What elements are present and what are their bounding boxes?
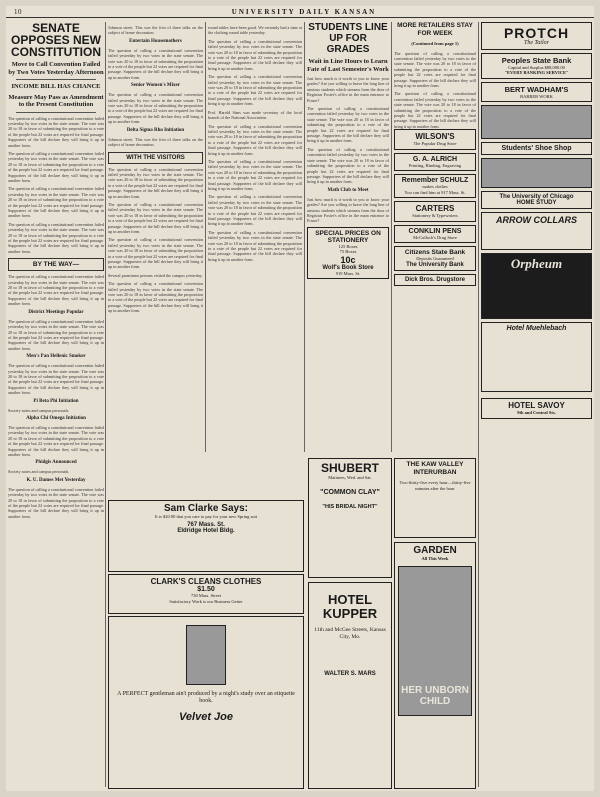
subhead: Alpha Chi Omega Initiation	[26, 415, 86, 421]
ad-text: 125 Boxes	[338, 243, 358, 249]
headline: SENATE OPPOSES NEW CONSTITUTION	[10, 22, 102, 59]
hotel-muehlebach-ad	[481, 322, 592, 392]
article-text: The question of calling a constitutional convention failed yesterday by two votes in the state senate. The vote was 20 to 18 in favor of submitting the proposition to a vote of the people but 22 votes are required for final passage. Supporters of the bill declare they will bring it up in another form.	[108, 47, 203, 80]
article-text: The question of calling a constitutional convention failed yesterday by two votes in the state senate. The vote was 20 to 18 in favor of submitting the proposition to a vote of the people but 22 votes are required for final passage. Supporters of the bill declare they will bring it up in another form.	[8, 363, 104, 396]
film-poster-image	[398, 566, 472, 716]
article-text: The question of calling a constitutional convention failed yesterday by two votes in the state senate. The vote was 20 to 18 in favor of submitting the proposition to a vote of the people but 22 votes are required for final passage. Supporters of the bill declare they will bring it up in another form.	[108, 237, 203, 270]
subhead: K. U. Dames Met Yesterday	[26, 477, 86, 483]
ad-title: HOTEL SAVOY	[508, 401, 565, 410]
article-text: Society notes and campus personals.	[8, 469, 70, 475]
velvet-joe-ad	[108, 616, 304, 789]
column-rule	[478, 22, 479, 787]
article-text: The question of calling a constitutional convention failed yesterday by two votes in the state senate. The vote was 20 to 18 in favor of submitting the proposition to a vote of the people but 22 votes are required for final passage. Supporters of the bill declare they will bring it up in another form.	[8, 318, 104, 351]
ad-title: Hotel Muehlebach	[506, 325, 567, 332]
arrow-collars-ad	[481, 212, 592, 250]
article-text: The question of calling a constitutional convention failed yesterday by two votes in the state senate. The vote was 20 to 18 in favor of submitting the proposition to a vote of the people but 22 votes are required for final passage. Supporters of the bill declare they will bring it up in another form.	[108, 92, 203, 125]
subhead: Pi Beta Phi Initiation	[33, 398, 79, 404]
article-text: Society notes and campus personals.	[8, 407, 70, 413]
article-text: The question of calling a constitutional convention failed yesterday by two votes in the state senate. The vote was 20 to 18 in favor of submitting the proposition to a vote of the people but 22 votes are required for final passage. Supporters of the bill declare they will bring it up in another form.	[108, 166, 203, 199]
subhead: INCOME BILL HAS CHANCE	[11, 83, 101, 90]
ad-title: G. A. ALRICH	[412, 155, 458, 163]
column-rule	[304, 22, 305, 452]
ad-title: SPECIAL PRICES ON STATIONERY	[315, 229, 381, 244]
article-text: The question of calling a constitutional convention failed yesterday by two votes in the state senate. The vote was 20 to 18 in favor of submitting the proposition to a vote of the people but 22 votes are required for final passage. Supporters of the bill declare they will bring it up in another form.	[208, 229, 302, 262]
schulz-ad	[394, 174, 476, 198]
page-number: 10	[14, 7, 22, 16]
ad-text: Matinees, Wed. and Sat.	[328, 475, 372, 480]
ad-text: 11th and McGee Streets, Kansas City, Mo.	[314, 627, 386, 640]
column-rule	[105, 22, 106, 787]
protch-ad	[481, 22, 592, 50]
carters-ad	[394, 201, 476, 222]
special-prices-ad-image	[481, 105, 592, 139]
article-text: round tables have been good. We certainly had a time at the clothing round table yesterday.	[208, 25, 302, 36]
ad-text: BARBER WORK	[520, 93, 553, 99]
article-text: Just how much is it worth to you to know your grades? Are you willing to brave the long line of anxious students which streams from the door of Registrar Foster's office in the main entrance to Fraser?	[307, 196, 389, 224]
subhead: Math Club to Meet	[327, 187, 369, 193]
ad-title: Students' Shoe Shop	[501, 145, 572, 152]
ad-text: McCulloch's Drug Store	[413, 234, 457, 240]
ad-title: Remember SCHULZ	[401, 177, 469, 185]
illustration-image	[481, 158, 592, 188]
sam-clarke-ad	[108, 500, 304, 572]
ad-price: 10c	[340, 254, 356, 265]
hotel-savoy-ad	[481, 398, 592, 419]
subhead: Senior Women's Mixer	[131, 83, 180, 89]
ad-title: Dick Bros. Drugstore	[404, 276, 465, 283]
article-text: Johnson street. This was the first of three talks on the subject of home decoration.	[108, 25, 203, 36]
section-heading: BY THE WAY—	[8, 258, 104, 271]
deck: (Continued from page 1)	[411, 41, 459, 46]
article-text: Just how much is it worth to you to know your grades? Are you willing to brave the long line of anxious students which streams from the door of Registrar Foster's office in the main entrance to Fraser?	[307, 76, 389, 103]
ad-title: Peoples State Bank	[501, 55, 572, 65]
article-text: Several prominent persons visited the campus yesterday.	[108, 272, 203, 278]
ad-text: Two-thirty-five every hour—thirty-five minutes after the hour	[399, 480, 471, 491]
ad-title: BERT WADHAM'S	[504, 84, 569, 94]
newspaper-page	[6, 6, 594, 791]
ad-title: THE KAW VALLEY INTERURBAN	[406, 461, 464, 476]
clarks-ad	[108, 574, 304, 614]
article-text: The question of calling a constitutional convention failed yesterday by two votes in the state senate. The vote was 20 to 18 in favor of submitting the proposition to a vote of the people but 22 votes are required for final passage. Supporters of the bill declare they will bring it up in another form.	[8, 221, 104, 254]
headline: MORE RETAILERS STAY FOR WEEK	[397, 22, 473, 37]
ad-title: CONKLIN PENS	[408, 227, 462, 235]
headline: STUDENTS LINE UP FOR GRADES	[308, 22, 388, 55]
aldrich-ad	[394, 153, 476, 172]
article-text: The question of calling a constitutional convention failed yesterday by two votes in the state senate. The vote was 20 to 18 in favor of submitting the proposition to a vote of the people but 22 votes are required for final passage. Supporters of the bill declare they will bring it up in another form.	[307, 106, 389, 144]
kaw-valley-ad	[394, 458, 476, 538]
article-text: Prof. Harold Sims was made secretary of the local branch of the National Association.	[208, 109, 302, 121]
ad-title: HOTEL KUPPER	[322, 592, 378, 621]
ad-title: Sam Clarke Says:	[164, 503, 248, 514]
ad-brand: Velvet Joe	[178, 711, 233, 723]
ad-title: Orpheum	[510, 256, 563, 271]
ad-title: CLARK'S CLEANS CLOTHES	[150, 577, 262, 586]
article-text: The question of calling a constitutional convention failed yesterday by two votes in the state senate. The vote was 20 to 18 in favor of submitting the proposition to a vote of the people but 22 votes are required for final passage. Supporters of the bill declare they will bring it up in another form.	[108, 281, 203, 314]
ad-title: GARDEN	[413, 545, 457, 556]
students-shoe-shop-ad	[481, 142, 592, 155]
column-1	[8, 22, 104, 787]
ad-address: 730 Mass. Street	[190, 593, 222, 598]
ad-price: $1.50	[197, 586, 215, 593]
article-text: The question of calling a constitutional convention failed yesterday by two votes in the state senate. The vote was 20 to 18 in favor of submitting the proposition to a vote of the people but 22 votes are required for final passage. Supporters of the bill declare they will bring it up in another form.	[8, 486, 104, 519]
garden-theater-ad	[394, 542, 476, 789]
dick-bros-ad	[394, 274, 476, 286]
ad-text: HOME STUDY	[516, 200, 557, 206]
citizens-bank-ad	[394, 246, 476, 271]
orpheum-ad	[481, 253, 592, 319]
ad-address: 767 Mass. St.	[187, 521, 225, 528]
conklin-ad	[394, 225, 476, 244]
deck: Move to Call Convention Failed by Two Votes Yesterday Afternoon	[8, 61, 104, 76]
article-text: The question of calling a constitutional convention failed yesterday by two votes in the state senate. The vote was 20 to 18 in favor of submitting the proposition to a vote of the people but 22 votes are required for final passage. Supporters of the bill declare they will bring it up in another form.	[394, 50, 476, 88]
ad-text: makes clothes	[422, 184, 448, 190]
column-3	[208, 22, 302, 452]
subhead: Entertain Housemothers	[129, 38, 182, 44]
subhead: Men's Pan Hellenic Smoker	[26, 354, 86, 360]
wadhams-ad	[481, 82, 592, 103]
masthead	[6, 6, 594, 18]
subhead: District Meetings Popular	[28, 309, 84, 315]
ad-text: Deposits Guaranteed	[416, 256, 454, 262]
ad-owner: WALTER S. MARS	[324, 671, 376, 677]
ad-title: ARROW COLLARS	[496, 215, 577, 225]
deck: Wait in Line Hours to Learn Fate of Last Semester's Work	[307, 58, 389, 73]
film-title: HER UNBORN CHILD	[401, 684, 469, 707]
ad-text: The Popular Drug Store	[413, 141, 457, 147]
article-text: The question of calling a constitutional convention failed yesterday by two votes in the state senate. The vote was 20 to 18 in favor of submitting the proposition to a vote of the people but 22 votes are required for final passage. Supporters of the bill declare they will bring it up in another form.	[8, 150, 104, 183]
article-text: The question of calling a constitutional convention failed yesterday by two votes in the state senate. The vote was 20 to 18 in favor of submitting the proposition to a vote of the people but 22 votes are required for final passage. Supporters of the bill declare they will bring it up in another form.	[8, 424, 104, 457]
article-text: The question of calling a constitutional convention failed yesterday by two votes in the state senate. The vote was 20 to 18 in favor of submitting the proposition to a vote of the people but 22 votes are required for final passage. Supporters of the bill declare they will bring it up in another form.	[307, 146, 389, 185]
ad-text: A PERFECT gentleman ain't produced by a night's study over an etiquette book.	[117, 691, 295, 704]
shubert-ad	[308, 458, 392, 578]
ad-text: All This Week	[421, 556, 449, 561]
ad-text: It is $20.00 that you care to pay for your new Spring suit	[154, 514, 258, 519]
column-rule	[205, 22, 206, 452]
section-heading: WITH THE VISITORS	[108, 152, 203, 164]
article-text: The question of calling a constitutional convention failed yesterday by two votes in the state senate. The vote was 20 to 18 in favor of submitting the proposition to a vote of the people but 22 votes are required for final passage. Supporters of the bill declare they will bring it up in another form.	[8, 274, 104, 307]
ad-text: Capital and Surplus $88,000.00	[508, 64, 565, 70]
tobacco-tin-image	[186, 625, 226, 685]
peoples-bank-ad	[481, 53, 592, 79]
ad-title: PROTCH	[503, 25, 570, 41]
ad-title: SHUBERT	[320, 461, 379, 475]
ad-address: You can find him at 917 Mass. St.	[404, 189, 466, 195]
ad-next-show: "HIS BRIDAL NIGHT"	[322, 503, 378, 510]
article-text: The question of calling a constitutional convention failed yesterday by two votes in the state senate. The vote was 20 to 18 in favor of submitting the proposition to a vote of the people but 22 votes are required for final passage. Supporters of the bill declare they will bring it up in another form.	[208, 123, 302, 156]
column-5	[394, 22, 476, 452]
column-6	[481, 22, 592, 787]
subhead: Phidgis Announced	[35, 460, 77, 466]
article-text: The question of calling a constitutional convention failed yesterday by two votes in the state senate. The vote was 20 to 18 in favor of submitting the proposition to a vote of the people but 22 votes are required for final passage. Supporters of the bill declare they will bring it up in another form.	[8, 115, 104, 148]
article-text: The question of calling a constitutional convention failed yesterday by two votes in the state senate. The vote was 20 to 18 in favor of submitting the proposition to a vote of the people but 22 votes are required for final passage. Supporters of the bill declare they will bring it up in another form.	[108, 201, 203, 234]
ad-title: The University of Chicago	[499, 194, 574, 200]
article-text: Johnson street. This was the first of three talks on the subject of home decoration.	[108, 136, 203, 148]
ad-tagline: "EVERY BANKING SERVICE"	[504, 70, 569, 75]
ad-text: The Tailor	[524, 40, 549, 46]
column-rule	[391, 22, 392, 452]
subhead: Measure May Pass as Amendment to the Present Constitution	[8, 93, 104, 108]
subhead: Delta Sigma Rho Initiation	[126, 127, 185, 133]
column-4	[307, 22, 389, 452]
ad-title: CARTERS	[415, 204, 455, 214]
ad-title: WILSON'S	[415, 132, 455, 142]
ad-show: "COMMON CLAY"	[320, 488, 380, 496]
ad-address: 919 Mass. St.	[335, 270, 361, 276]
chicago-ad	[481, 191, 592, 209]
article-text: The question of calling a constitutional convention failed yesterday by two votes in the state senate. The vote was 20 to 18 in favor of submitting the proposition to a vote of the people but 22 votes are required for final passage. Supporters of the bill declare they will bring it up in another form.	[208, 38, 302, 71]
article-text: The question of calling a constitutional convention failed yesterday by two votes in the state senate. The vote was 20 to 18 in favor of submitting the proposition to a vote of the people but 22 votes are required for final passage. Supporters of the bill declare they will bring it up in another form.	[394, 91, 476, 129]
ad-text: Stationery & Typewriters	[412, 213, 458, 219]
ad-text: 9th and Central Sts.	[517, 410, 556, 415]
ad-tagline: The University Bank	[406, 261, 464, 268]
article-text: The question of calling a constitutional convention failed yesterday by two votes in the state senate. The vote was 20 to 18 in favor of submitting the proposition to a vote of the people but 22 votes are required for final passage. Supporters of the bill declare they will bring it up in another form.	[8, 186, 104, 219]
column-2	[108, 22, 203, 452]
ad-title: Citizens State Bank	[404, 249, 466, 257]
ad-text: Printing, Binding, Engraving	[408, 162, 462, 168]
article-text: The question of calling a constitutional convention failed yesterday by two votes in the state senate. The vote was 20 to 18 in favor of submitting the proposition to a vote of the people but 22 votes are required for final passage. Supporters of the bill declare they will bring it up in another form.	[208, 158, 302, 191]
ad-store: Wolf's Book Store	[322, 264, 374, 271]
wilsons-ad	[394, 129, 476, 150]
hotel-kupper-ad	[308, 582, 392, 789]
article-text: The question of calling a constitutional convention failed yesterday by two votes in the state senate. The vote was 20 to 18 in favor of submitting the proposition to a vote of the people but 22 votes are required for final passage. Supporters of the bill declare they will bring it up in another form.	[208, 194, 302, 227]
ad-store: Eldridge Hotel Bldg.	[177, 527, 235, 534]
newspaper-title: UNIVERSITY DAILY KANSAN	[231, 7, 377, 16]
article-text: The question of calling a constitutional convention failed yesterday by two votes in the state senate. The vote was 20 to 18 in favor of submitting the proposition to a vote of the people but 22 votes are required for final passage. Supporters of the bill declare they will bring it up in another form.	[208, 74, 302, 107]
ad-tagline: Satisfactory Work is our Business Getter	[169, 598, 243, 604]
ad-text: 75 Boxes	[339, 249, 357, 255]
stationery-ad	[307, 227, 389, 280]
